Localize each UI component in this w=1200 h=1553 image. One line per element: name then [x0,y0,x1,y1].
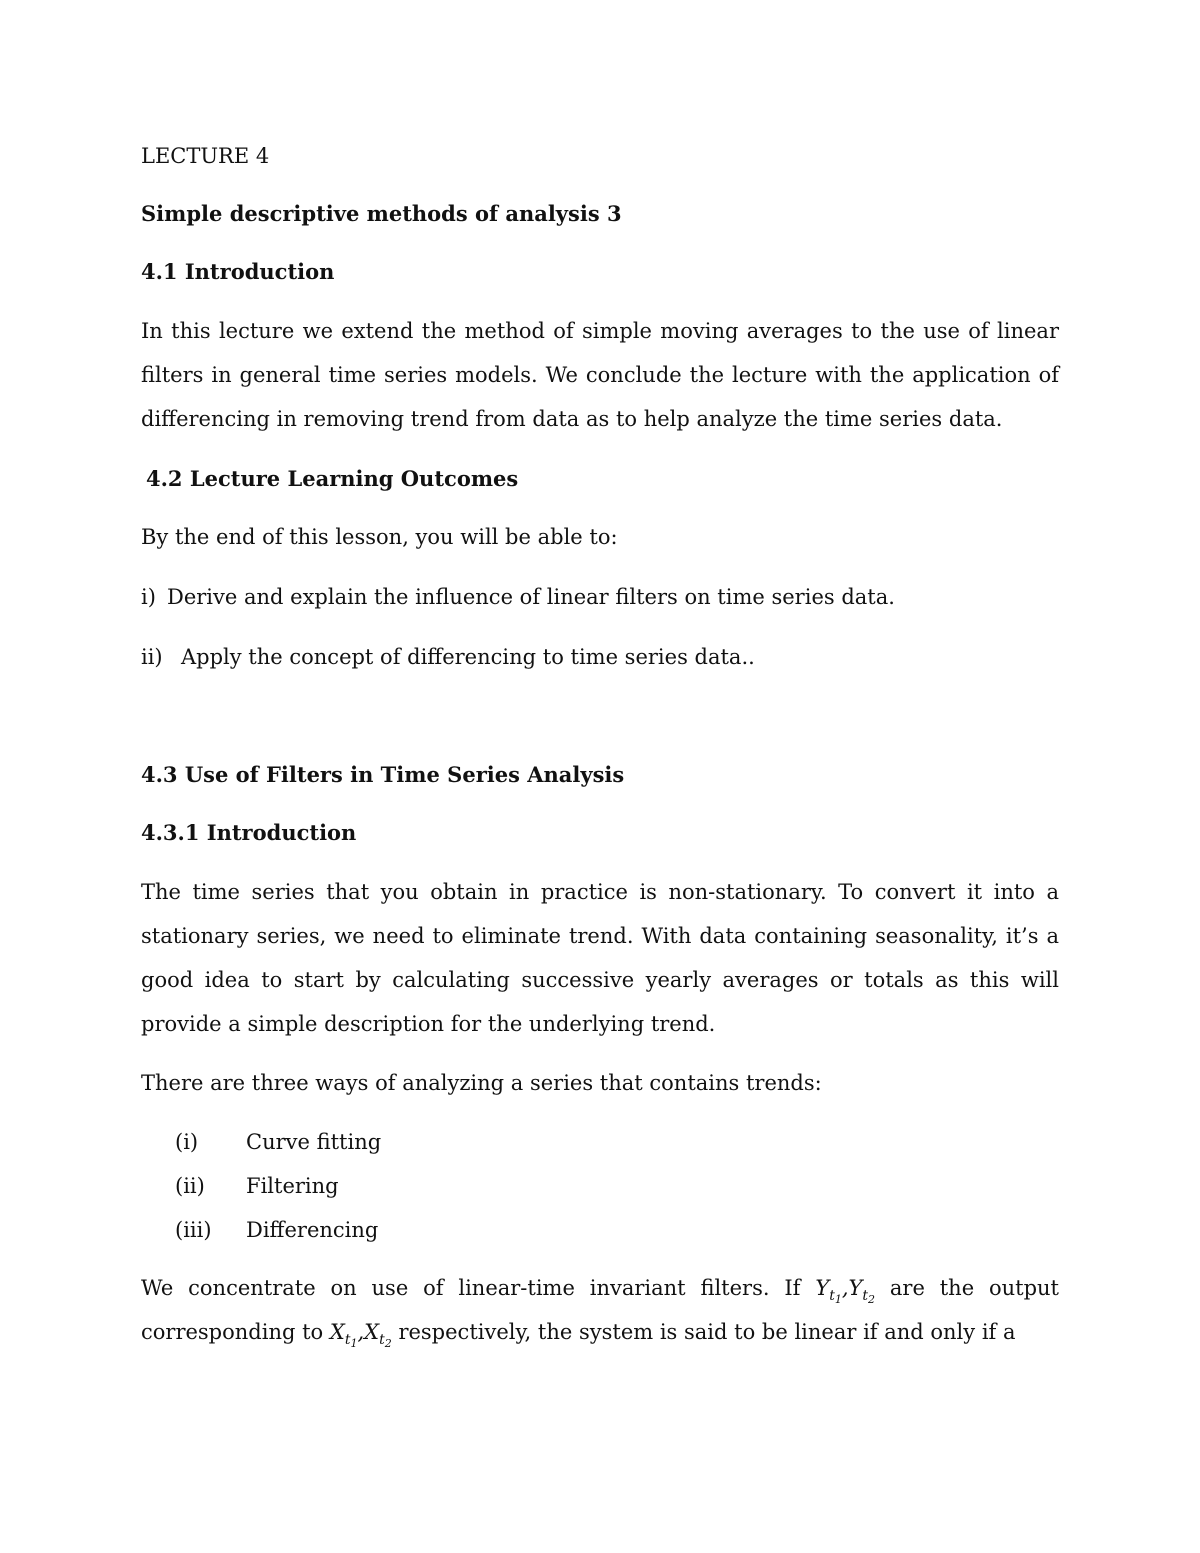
math-symbol: Y [848,1276,863,1300]
text-run: respectively, the system is said to be linear if and only if a [398,1320,1016,1344]
math-symbol: t [379,1332,385,1348]
way-number: (ii) [175,1174,205,1198]
linear-filters-paragraph [141,1266,1059,1354]
section-4-3-heading: 4.3 Use of Filters in Time Series Analysis [141,762,625,787]
math-comma: , [357,1320,365,1344]
text-run: We concentrate on use of linear-time invariant filters. If [141,1276,801,1300]
outcome-number: i) [141,585,156,609]
document-title: Simple descriptive methods of analysis 3 [141,201,622,226]
way-text: Curve fitting [246,1130,382,1154]
math-x-t1-x-t2 [329,1320,392,1350]
outcome-number: ii) [141,645,163,669]
math-comma: , [841,1276,849,1300]
section-4-1-heading: 4.1 Introduction [141,259,335,284]
math-symbol: Y [815,1276,830,1300]
section-4-2-heading: 4.2 Lecture Learning Outcomes [146,466,519,491]
outcomes-intro: By the end of this lesson, you will be able to: [141,525,618,549]
math-symbol: t [862,1288,869,1304]
way-number: (iii) [175,1218,212,1242]
way-text: Filtering [246,1174,339,1198]
math-symbol: t [829,1288,835,1304]
ways-intro: There are three ways of analyzing a series that contains trends: [141,1071,822,1095]
outcome-text: Derive and explain the influence of linear filters on time series data. [167,585,895,609]
section-4-3-1-heading: 4.3.1 Introduction [141,820,357,845]
math-symbol: X [329,1320,345,1344]
way-text: Differencing [246,1218,379,1242]
math-symbol: t [344,1332,351,1348]
math-subscript: 1 [834,1293,842,1306]
way-number: (i) [175,1130,199,1154]
lecture-label: LECTURE 4 [141,144,270,168]
math-symbol: X [364,1320,380,1344]
math-subscript: 1 [350,1337,358,1350]
math-y-t1-y-t2 [815,1276,876,1306]
outcome-text: Apply the concept of differencing to time series data.. [181,645,755,669]
text-run: corresponding to [141,1320,324,1344]
text-run: are the output [889,1276,1059,1300]
math-subscript: 2 [384,1337,392,1350]
section-4-1-paragraph: In this lecture we extend the method of simple moving averages to the use of linear filters in general time series models. We conclude the lecture with the application of differencing in removing trend from data as to help analyze the time series data. [141,319,1059,431]
math-subscript: 2 [868,1293,876,1306]
section-4-3-1-paragraph: The time series that you obtain in practice is non-stationary. To convert it into a stationary series, we need to eliminate trend. With data containing seasonality, it’s a good idea to start by calculating successive yearly averages or totals as this will provide a simple description for the underlying trend. [141,880,1059,1036]
